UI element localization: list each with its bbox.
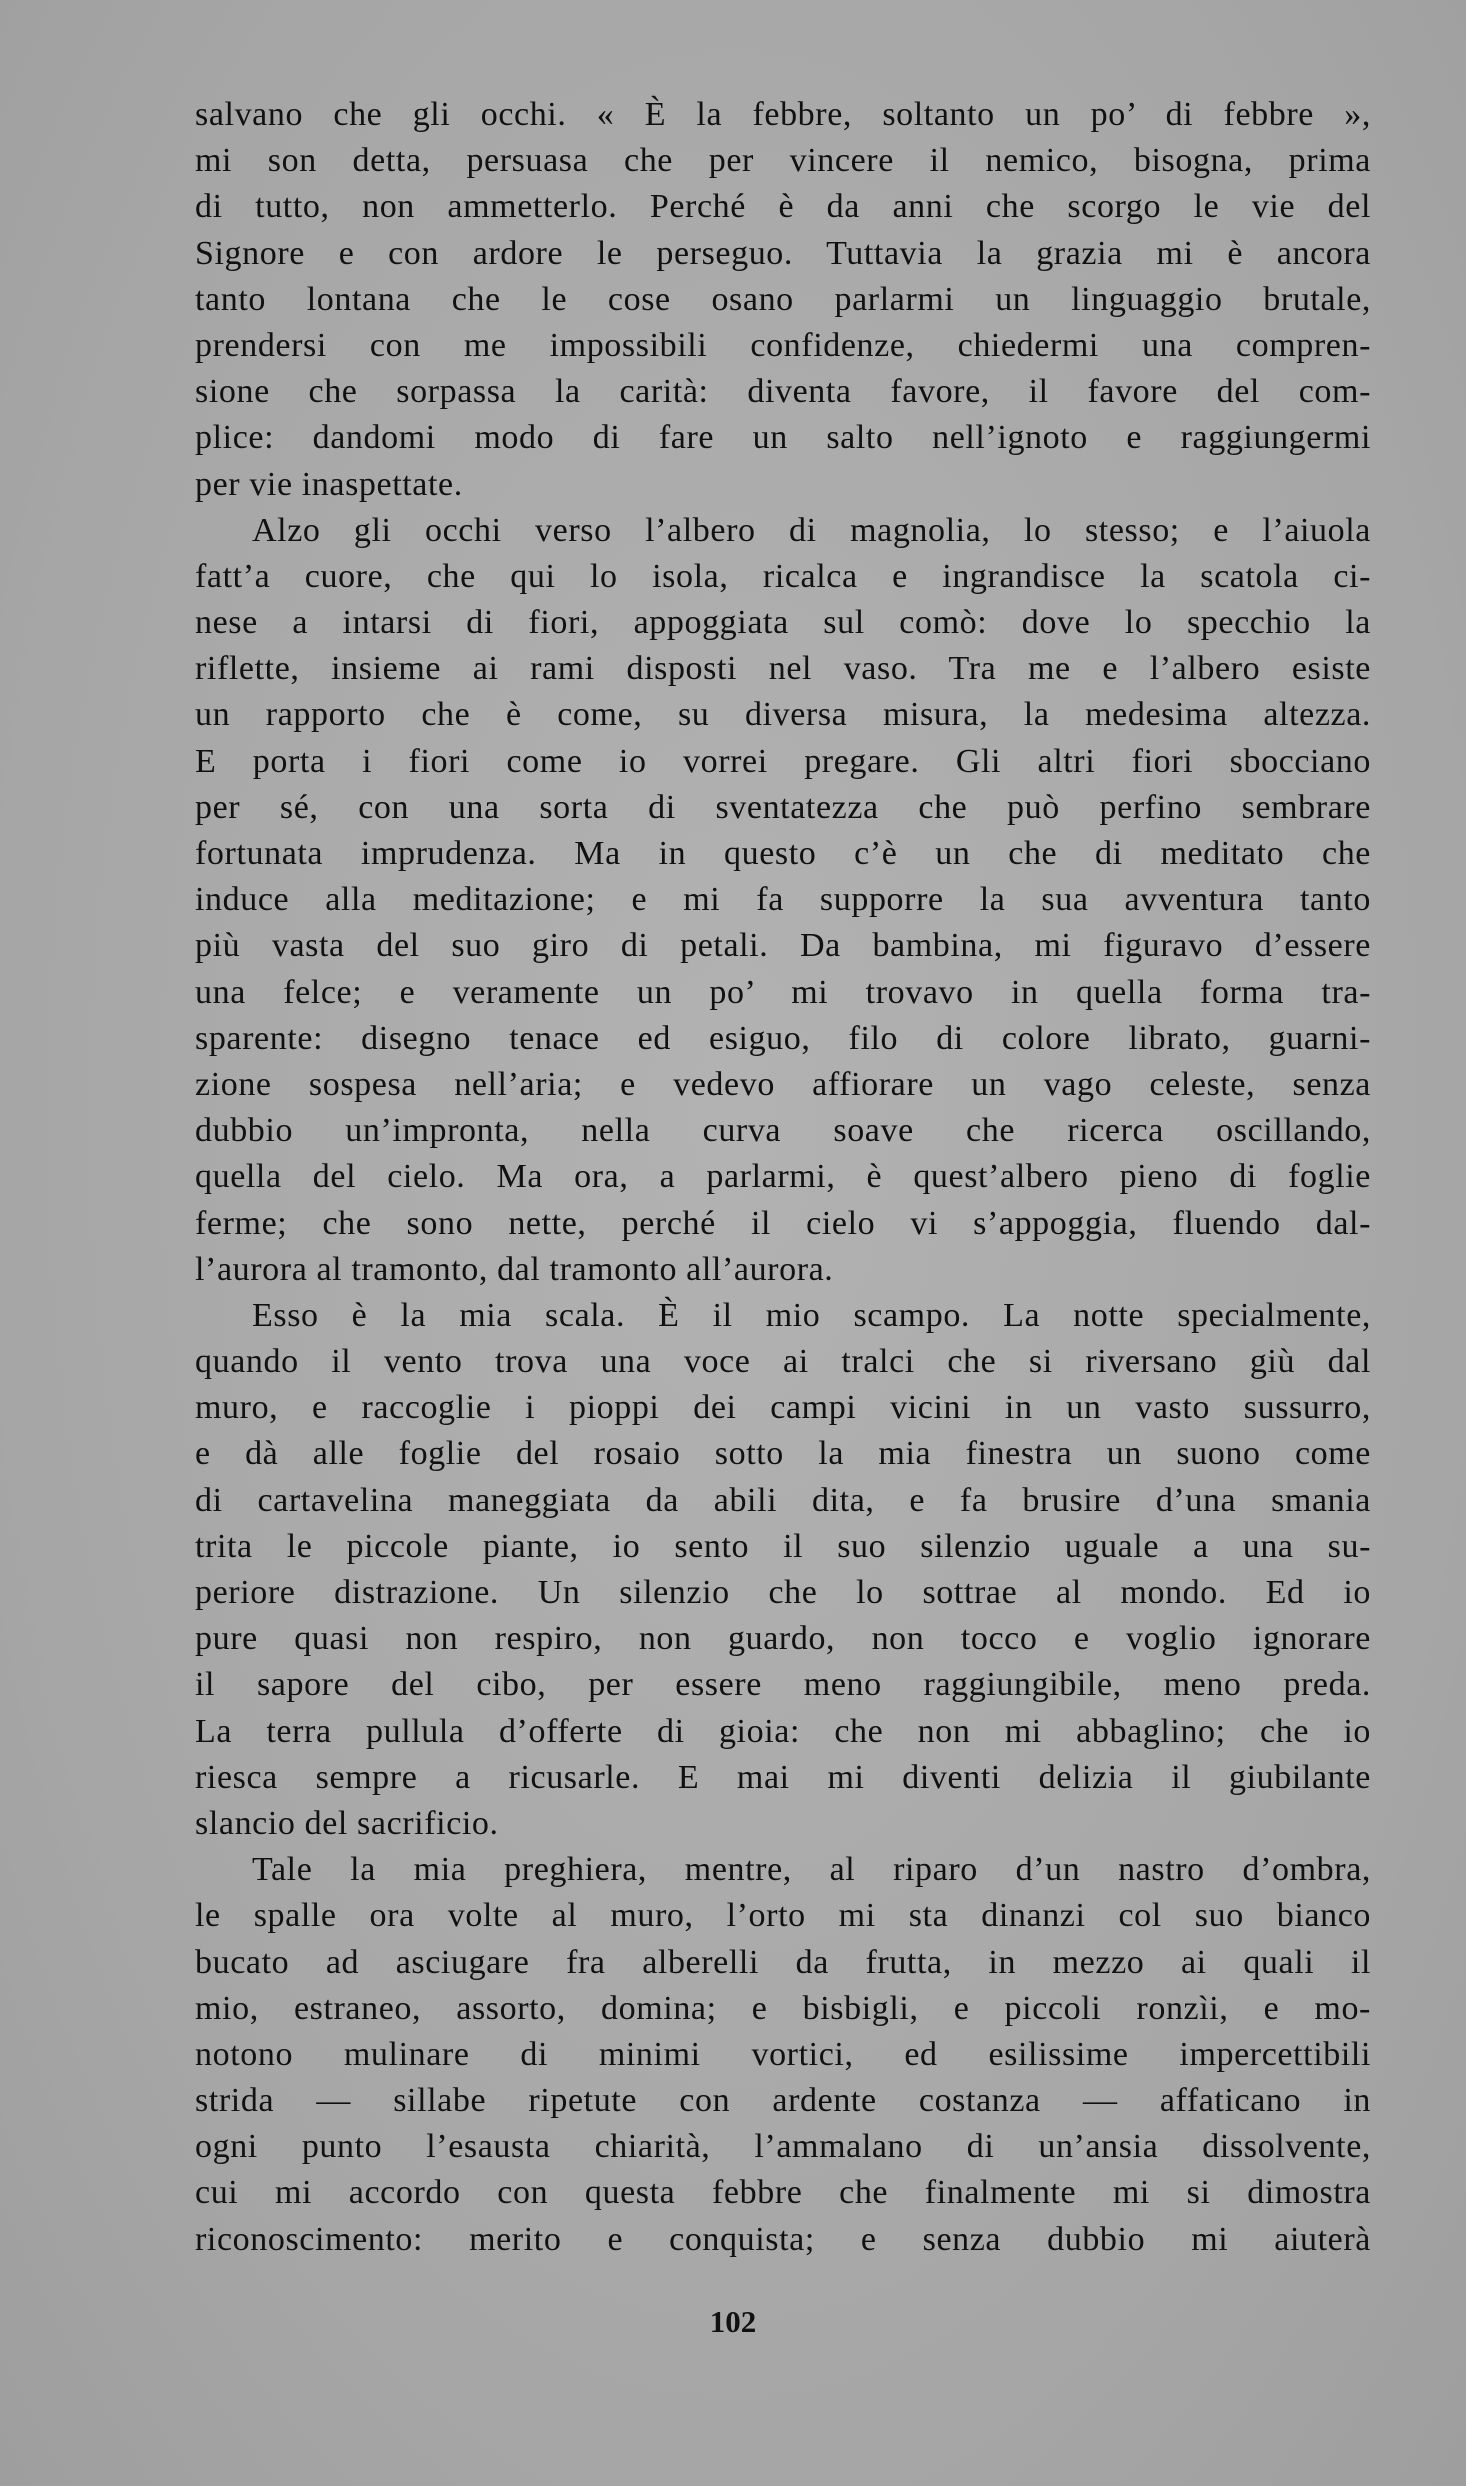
text-line: sione che sorpassa la carità: diventa favore, il favore del com- xyxy=(195,373,1371,411)
body-text xyxy=(195,92,1371,2263)
text-line: le spalle ora volte al muro, l’orto mi sta dinanzi col suo bianco xyxy=(195,1897,1371,1935)
text-line: prendersi con me impossibili confidenze, chiedermi una compren- xyxy=(195,326,1371,364)
page-number: 102 xyxy=(709,2304,757,2339)
text-line: slancio del sacrificio. xyxy=(195,1804,499,1842)
text-line: induce alla meditazione; e mi fa supporre la sua avventura tanto xyxy=(195,881,1371,919)
text-line: più vasta del suo giro di petali. Da bambina, mi figuravo d’essere xyxy=(195,927,1371,965)
text-line: l’aurora al tramonto, dal tramonto all’aurora. xyxy=(195,1250,834,1288)
text-line: fatt’a cuore, che qui lo isola, ricalca e ingrandisce la scatola ci- xyxy=(195,557,1371,595)
text-line: strida — sillabe ripetute con ardente costanza — affaticano in xyxy=(195,2082,1371,2120)
text-line: Alzo gli occhi verso l’albero di magnolia, lo stesso; e l’aiuola xyxy=(252,511,1371,549)
text-line: di cartavelina maneggiata da abili dita, e fa brusire d’una smania xyxy=(195,1481,1371,1519)
text-line: e dà alle foglie del rosaio sotto la mia finestra un suono come xyxy=(195,1435,1371,1473)
text-line: il sapore del cibo, per essere meno raggiungibile, meno preda. xyxy=(195,1666,1371,1704)
text-line: salvano che gli occhi. « È la febbre, soltanto un po’ di febbre », xyxy=(195,96,1371,133)
text-line: plice: dandomi modo di fare un salto nell’ignoto e raggiungermi xyxy=(195,419,1371,457)
text-line: mi son detta, persuasa che per vincere il nemico, bisogna, prima xyxy=(195,142,1371,180)
text-line: fortunata imprudenza. Ma in questo c’è un che di meditato che xyxy=(195,835,1371,872)
text-line: di tutto, non ammetterlo. Perché è da anni che scorgo le vie del xyxy=(195,188,1371,226)
text-line: cui mi accordo con questa febbre che finalmente mi si dimostra xyxy=(195,2174,1371,2212)
text-line: bucato ad asciugare fra alberelli da frutta, in mezzo ai quali il xyxy=(195,1943,1371,1981)
text-line: mio, estraneo, assorto, domina; e bisbigli, e piccoli ronzìi, e mo- xyxy=(195,1989,1371,2027)
text-line: riesca sempre a ricusarle. E mai mi diventi delizia il giubilante xyxy=(195,1758,1371,1796)
text-line: La terra pullula d’offerte di gioia: che non mi abbaglino; che io xyxy=(195,1712,1371,1750)
text-line: quando il vento trova una voce ai tralci che si riversano giù dal xyxy=(195,1343,1371,1381)
text-line: quella del cielo. Ma ora, a parlarmi, è quest’albero pieno di foglie xyxy=(195,1158,1371,1196)
text-line: Signore e con ardore le perseguo. Tuttavia la grazia mi è ancora xyxy=(195,234,1371,272)
text-line: per vie inaspettate. xyxy=(195,465,463,503)
text-line: per sé, con una sorta di sventatezza che può perfino sembrare xyxy=(195,788,1371,826)
text-line: un rapporto che è come, su diversa misura, la medesima altezza. xyxy=(195,696,1371,734)
text-line: trita le piccole piante, io sento il suo silenzio uguale a una su- xyxy=(195,1527,1371,1565)
text-line: Esso è la mia scala. È il mio scampo. La notte specialmente, xyxy=(252,1296,1371,1334)
text-line: tanto lontana che le cose osano parlarmi un linguaggio brutale, xyxy=(195,280,1371,318)
text-line: periore distrazione. Un silenzio che lo sottrae al mondo. Ed io xyxy=(195,1574,1371,1611)
text-line: pure quasi non respiro, non guardo, non tocco e voglio ignorare xyxy=(195,1620,1371,1658)
text-line: zione sospesa nell’aria; e vedevo affiorare un vago celeste, senza xyxy=(195,1065,1371,1103)
text-line: una felce; e veramente un po’ mi trovavo in quella forma tra- xyxy=(195,973,1371,1011)
text-line: dubbio un’impronta, nella curva soave che ricerca oscillando, xyxy=(195,1112,1371,1150)
text-line: E porta i fiori come io vorrei pregare. Gli altri fiori sbocciano xyxy=(195,742,1371,780)
text-line: nese a intarsi di fiori, appoggiata sul comò: dove lo specchio la xyxy=(195,604,1371,642)
text-line: ogni punto l’esausta chiarità, l’ammalano di un’ansia dissolvente, xyxy=(195,2128,1371,2166)
text-line: ferme; che sono nette, perché il cielo vi s’appoggia, fluendo dal- xyxy=(195,1204,1371,1242)
text-line: notono mulinare di minimi vortici, ed esilissime impercettibili xyxy=(195,2035,1371,2073)
text-line: riflette, insieme ai rami disposti nel vaso. Tra me e l’albero esiste xyxy=(195,650,1371,688)
text-line: Tale la mia preghiera, mentre, al riparo d’un nastro d’ombra, xyxy=(252,1851,1371,1889)
text-line: muro, e raccoglie i pioppi dei campi vicini in un vasto sussurro, xyxy=(195,1389,1371,1427)
text-line: sparente: disegno tenace ed esiguo, filo di colore librato, guarni- xyxy=(195,1019,1371,1057)
text-line: riconoscimento: merito e conquista; e senza dubbio mi aiuterà xyxy=(195,2220,1371,2258)
